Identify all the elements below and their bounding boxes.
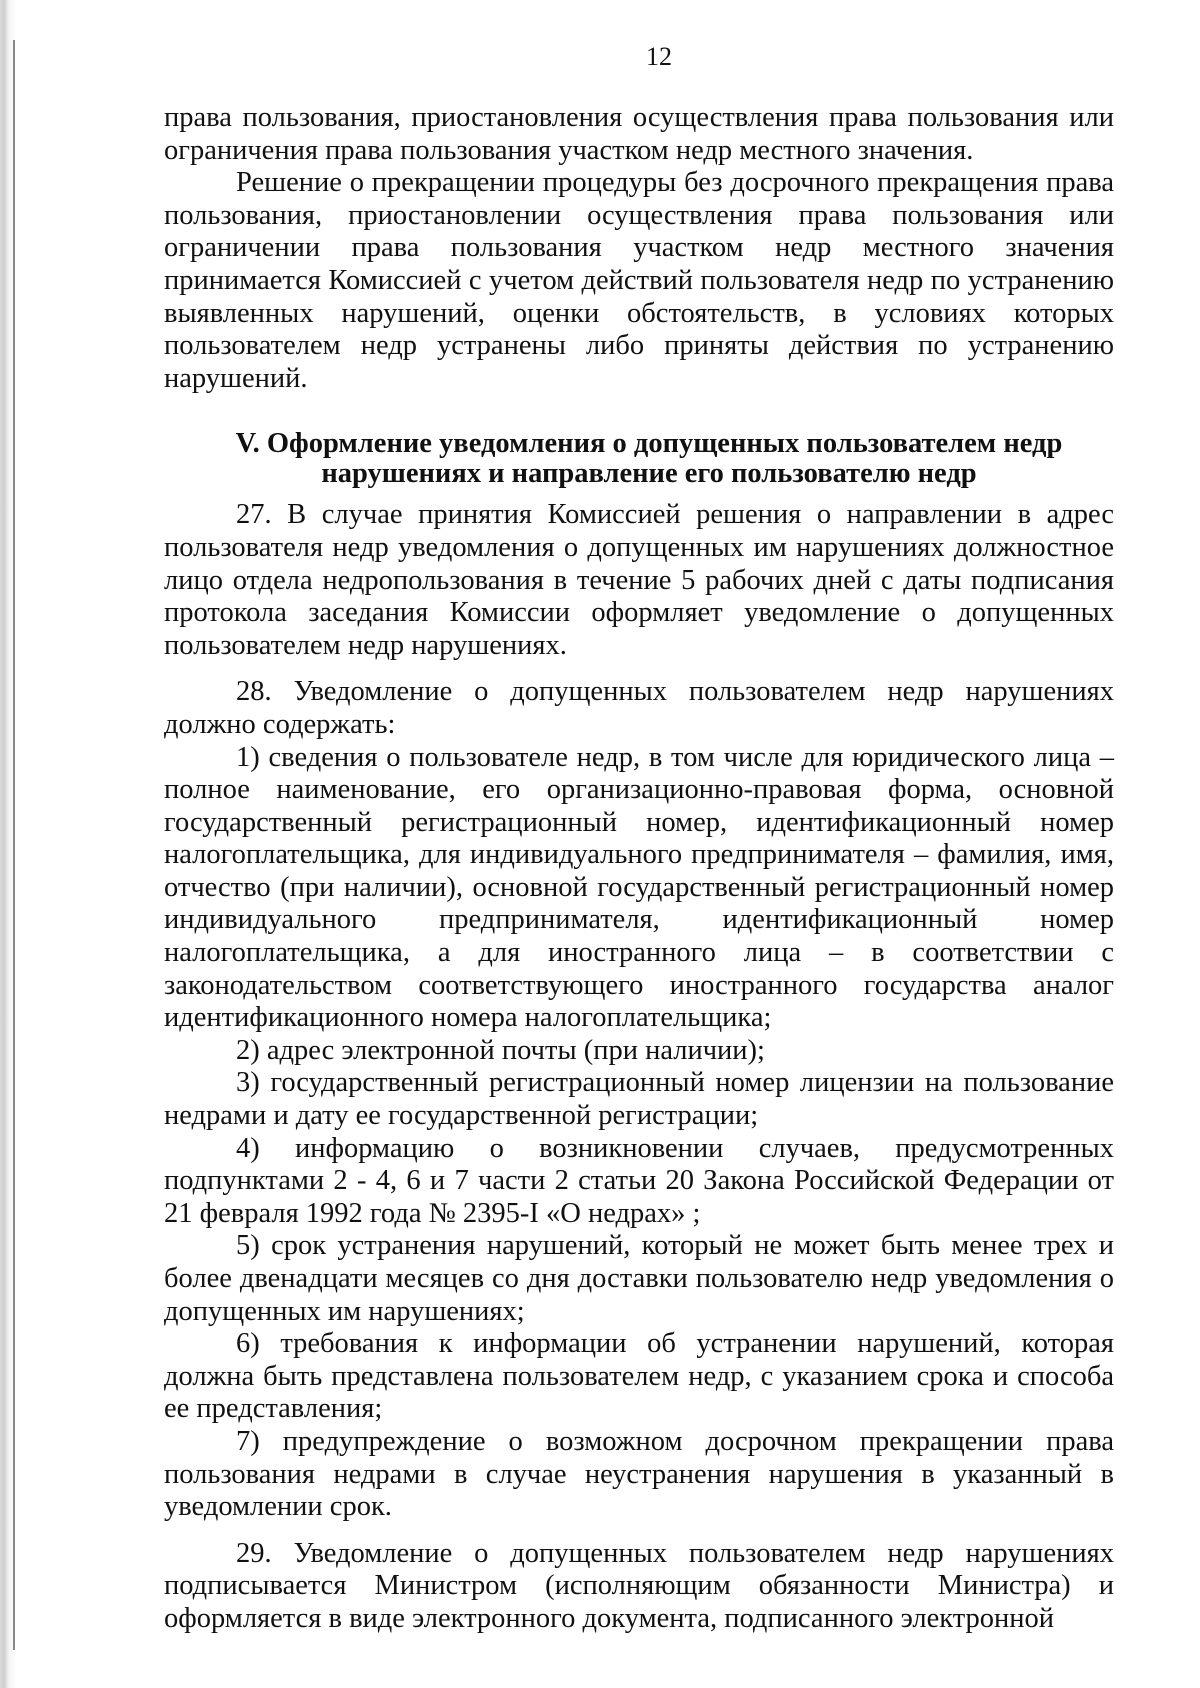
clause-28-item-6: 6) требования к информации об устранении нарушений, которая должна быть представлена пользователем недр, с указанием срока и способа ее представления; — [164, 1328, 1114, 1425]
section-heading-line1: V. Оформление уведомления о допущенных пользователем недр — [235, 428, 1063, 460]
clause-28-intro: 28. Уведомление о допущенных пользователем недр нарушениях должно содержать: — [164, 676, 1114, 740]
clause-29: 29. Уведомление о допущенных пользователем недр нарушениях подписывается Министром (исполняющим обязанности Министра) и оформляется в виде электронного документа, подписанного электронной — [164, 1537, 1114, 1634]
paragraph-decision: Решение о прекращении процедуры без досрочного прекращения права пользования, приостановлении осуществления права пользования или ограничении права пользования участком недр местного значения принимается Комиссией с учетом действий пользователя недр по устранению выявленных нарушений, оценки обстоятельств, в условиях которых пользователем недр устранены либо приняты действия по устранению нарушений. — [164, 167, 1114, 394]
section-heading-line2: нарушениях и направление его пользователю недр — [321, 458, 977, 490]
clause-27: 27. В случае принятия Комиссией решения о направлении в адрес пользователя недр уведомления о допущенных им нарушениях должностное лицо отдела недропользования в течение 5 рабочих дней с даты подписания протокола заседания Комиссии оформляет уведомление о допущенных пользователем недр нарушениях. — [164, 499, 1114, 661]
paragraph-continuation: права пользования, приостановления осуществления права пользования или ограничения права пользования участком недр местного значения. — [164, 102, 1114, 166]
section-heading — [164, 429, 1114, 489]
page-number: 12 — [646, 42, 672, 71]
clause-28-item-5: 5) срок устранения нарушений, который не может быть менее трех и более двенадцати месяцев со дня доставки пользователю недр уведомления о допущенных им нарушениях; — [164, 1230, 1114, 1327]
clause-28-item-4: 4) информацию о возникновении случаев, предусмотренных подпунктами 2 - 4, 6 и 7 части 2 статьи 20 Закона Российской Федерации от 21 февраля 1992 года № 2395-I «О недрах» ; — [164, 1132, 1114, 1229]
clause-28-item-2: 2) адрес электронной почты (при наличии); — [236, 1034, 765, 1066]
clause-28-item-7: 7) предупреждение о возможном досрочном прекращении права пользования недрами в случае неустранения нарушения в указанный в уведомлении срок. — [164, 1425, 1114, 1523]
clause-28-item-3: 3) государственный регистрационный номер лицензии на пользование недрами и дату ее государственной регистрации; — [164, 1067, 1114, 1132]
scan-border-line — [13, 40, 15, 1650]
document-page — [164, 40, 1114, 1636]
clause-28-item-1: 1) сведения о пользователе недр, в том числе для юридического лица – полное наименование, его организационно-правовая форма, основной государственный регистрационный номер, идентификационный номер налогоплательщика, для индивидуального предпринимателя – фамилия, имя, отчество (при наличии), основной государственный регистрационный номер индивидуального предпринимателя, идентификационный номер налогоплательщика, а для иностранного лица – в соответствии с законодательством соответствующего иностранного государства аналог идентификационного номера налогоплательщика; — [164, 741, 1114, 1034]
